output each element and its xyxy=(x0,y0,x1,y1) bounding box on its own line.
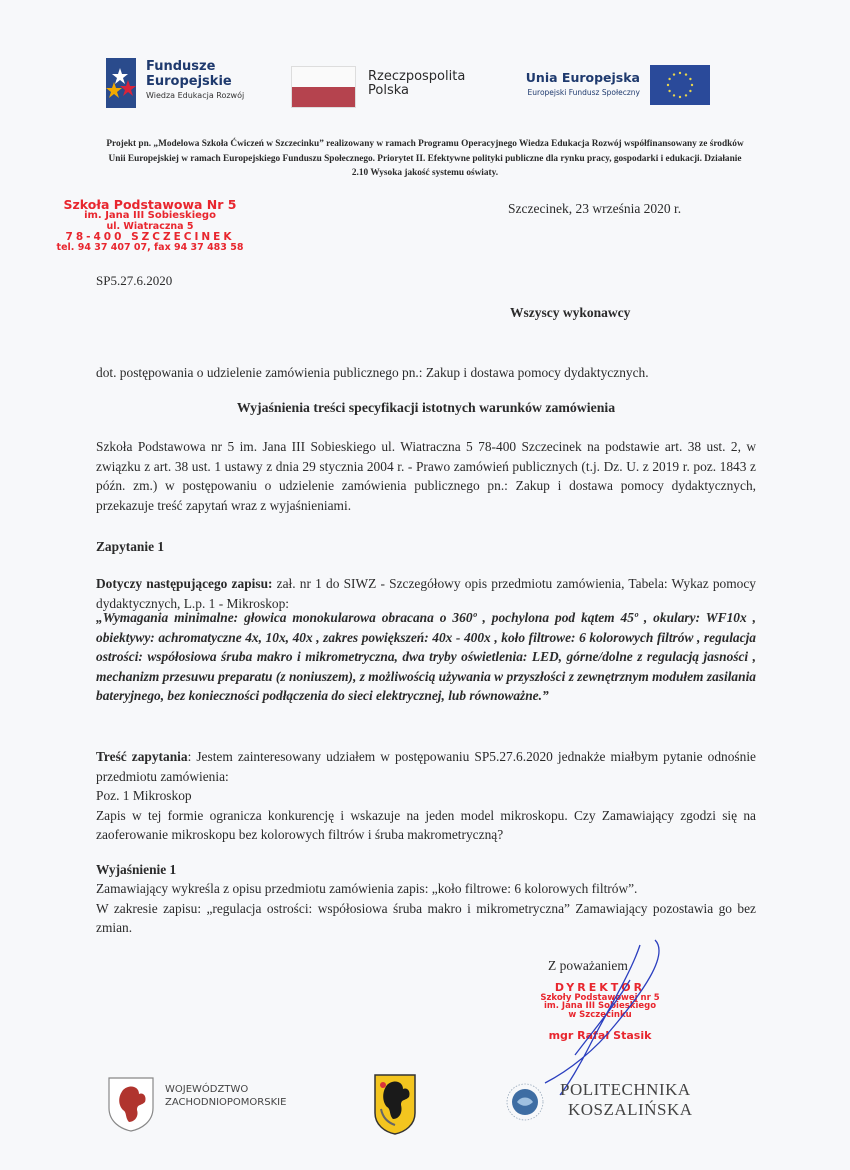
question-quote: „Wymagania minimalne: głowica monokularowa obracana o 360º , pochylona pod kątem 45º , okulary: WF10x , obiektywy: achromatyczne 4x, 10x, 40x , zakres powiększeń: 40x - 400x , koło filtrowe: 6 kolorowych filtrów , regulacja ostrości: współosiowa śruba makro i mikrometryczna, dwa tryby oświetlenia: LED, górne/dolne z regulacją jasności , mechanizm przesuwu preparatu (z noniuszem), z możliwością używania w przyszłości z zewnętrznym modułem zasilania bateryjnego, bez konieczności podłączenia do sieci elektrycznej, lub równoważne.” xyxy=(96,610,756,703)
fe-line3: Wiedza Edukacja Rozwój xyxy=(146,91,245,100)
director-line1: Szkoły Podstawowej nr 5 xyxy=(540,992,660,1003)
woj-line2: ZACHODNIOPOMORSKIE xyxy=(165,1096,287,1108)
answer-heading: Wyjaśnienie 1 xyxy=(96,862,177,877)
fundusze-europejskie-logo-icon xyxy=(106,58,136,108)
director-name: mgr Rafał Stasik xyxy=(548,1029,652,1043)
stamp-line4: 78-400 SZCZECINEK xyxy=(65,230,235,243)
addressee: Wszyscy wykonawcy xyxy=(510,305,631,320)
zachodniopomorskie-crest-icon xyxy=(107,1076,155,1132)
question-heading: Zapytanie 1 xyxy=(96,539,165,554)
stamp-line2: im. Jana III Sobieskiego xyxy=(84,210,216,222)
politechnika-logo-icon xyxy=(505,1082,545,1122)
content-label: Treść zapytania xyxy=(96,749,188,764)
stamp-line3: ul. Wiatraczna 5 xyxy=(106,220,194,232)
intro-paragraph: Szkoła Podstawowa nr 5 im. Jana III Sobieskiego ul. Wiatraczna 5 78-400 Szczecinek na podstawie art. 38 ust. 2, w związku z art. 38 ust. 1 ustawy z dnia 29 stycznia 2004 r. - Prawo zamówień publicznych (t.j. Dz. U. z 2019 r. poz. 1843 z późn. zm.) w postępowaniu o udzielenie zamówienia publicznego pn.: Zakup i dostawa pomocy dydaktycznych, przekazuje treść zapytań wraz z wyjaśnieniami. xyxy=(96,439,756,513)
director-title: DYREKTOR xyxy=(554,981,646,994)
answer-line1: Zamawiający wykreśla z opisu przedmiotu zamówienia zapis: „koło filtrowe: 6 kolorowych filtrów”. xyxy=(96,881,638,896)
reference-number: SP5.27.6.2020 xyxy=(96,273,173,288)
document-title: Wyjaśnienia treści specyfikacji istotnych warunków zamówienia xyxy=(236,400,616,415)
poland-flag-icon xyxy=(291,66,356,108)
politechnika-label xyxy=(560,1080,693,1119)
ue-line1: Unia Europejska xyxy=(525,70,640,85)
content-line2: Poz. 1 Mikroskop xyxy=(96,788,192,803)
powiat-crest-icon xyxy=(373,1073,417,1135)
answer-line2: W zakresie zapisu: „regulacja ostrości: współosiowa śruba makro i mikrometryczna” Zamawiający pozostawia go bez zmian. xyxy=(96,900,756,935)
project-note: Projekt pn. „Modelowa Szkoła Ćwiczeń w Szczecinku” realizowany w ramach Programu Operacyjnego Wiedza Edukacja Rozwój współfinansowany ze środków Unii Europejskiej w ramach Europejskiego Funduszu Społecznego. Priorytet II. Efektywne polityki publiczne dla rynku pracy, gospodarki i edukacji. Działanie 2.10 Wysoka jakość systemu oświaty. xyxy=(106,139,744,178)
content-line3: Zapis w tej formie ogranicza konkurencję i wskazuje na jeden model mikroskopu. Czy Zamawiający zgodzi się na zaoferowanie mikroskopu bez kolorowych filtrów i śruba makrometryczną? xyxy=(96,807,756,842)
answer-body xyxy=(96,879,756,938)
stamp-line1: Szkoła Podstawowa Nr 5 xyxy=(63,197,237,212)
rp-line1: Rzeczpospolita xyxy=(368,69,466,84)
stamp-line5: tel. 94 37 407 07, fax 94 37 483 58 xyxy=(56,241,244,253)
content-line1: : Jestem zainteresowany udziałem w postępowaniu SP5.27.6.2020 jednakże miałbym pytanie odnośnie przedmiotu zamówienia: xyxy=(96,749,756,784)
document-date: Szczecinek, 23 września 2020 r. xyxy=(508,201,682,216)
concerns-text: zał. nr 1 do SIWZ - Szczegółowy opis przedmiotu zamówienia, Tabela: Wykaz pomocy dydaktycznych, L.p. 1 - Mikroskop: xyxy=(96,576,756,611)
fe-line1: Fundusze xyxy=(146,59,216,74)
fundusze-europejskie-label xyxy=(146,60,244,100)
concerns-label: Dotyczy następującego zapisu: xyxy=(96,576,273,591)
director-line3: w Szczecinku xyxy=(568,1010,632,1021)
fe-line2: Europejskie xyxy=(146,74,232,89)
question-content xyxy=(96,747,756,845)
ue-line2: Europejski Fundusz Społeczny xyxy=(527,88,640,97)
unia-europejska-label xyxy=(510,70,640,97)
rzeczpospolita-label xyxy=(368,70,465,97)
rp-line2: Polska xyxy=(368,82,409,98)
woj-line1: WOJEWÓDZTWO xyxy=(165,1084,249,1095)
regards: Z poważaniem xyxy=(548,958,628,973)
pk-line2: KOSZALIŃSKA xyxy=(568,1099,693,1119)
director-line2: im. Jana III Sobieskiego xyxy=(543,1001,657,1012)
school-stamp xyxy=(45,198,255,253)
wojewodztwo-label xyxy=(165,1084,286,1109)
subject-line: dot. postępowania o udzielenie zamówienia publicznego pn.: Zakup i dostawa pomocy dydaktycznych. xyxy=(96,365,649,380)
eu-flag-icon xyxy=(650,65,710,105)
pk-line1: POLITECHNIKA xyxy=(560,1080,691,1099)
